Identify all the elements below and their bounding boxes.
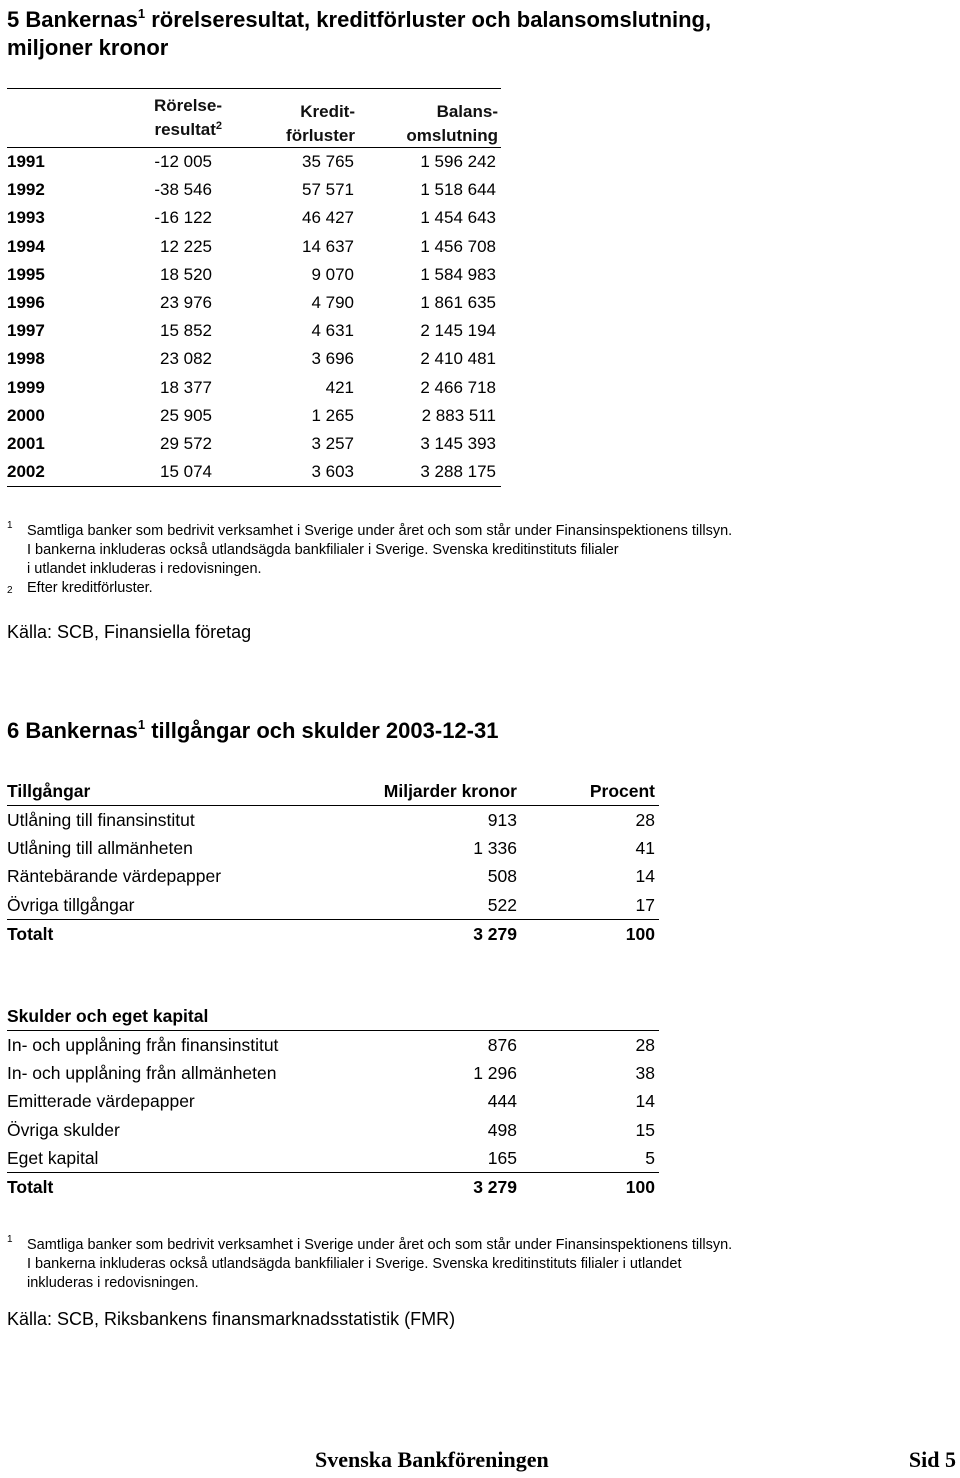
- operating-result-cell: 25 905: [160, 405, 212, 425]
- header-col1-line1: Rörelse-: [153, 96, 222, 115]
- row-label: Utlåning till finansinstitut: [7, 810, 195, 830]
- assets-header-percent: Procent: [589, 781, 655, 801]
- table-row: [7, 1031, 659, 1059]
- assets-header-label: Tillgångar: [7, 781, 91, 801]
- table-row: [7, 374, 501, 402]
- table-row: [7, 891, 659, 919]
- percent-cell: 14: [635, 866, 655, 887]
- year-cell: 1992: [7, 180, 45, 200]
- row-label: Utlåning till allmänheten: [7, 838, 193, 859]
- total-amount: 3 279: [473, 923, 517, 944]
- total-amount: 3 279: [473, 1176, 517, 1197]
- footer-organization: Svenska Bankföreningen: [315, 1447, 549, 1472]
- amount-cell: 876: [487, 1035, 517, 1055]
- table-row: [7, 402, 501, 430]
- section6-footnotes: [7, 1236, 937, 1293]
- header-col3-line2: omslutning: [406, 126, 498, 145]
- liabilities-header-label: Skulder och eget kapital: [7, 1006, 209, 1026]
- credit-losses-cell: 4 631: [311, 321, 354, 341]
- balance-total-cell: 1 454 643: [420, 208, 496, 228]
- amount-cell: 444: [487, 1091, 517, 1112]
- row-label: In- och upplåning från finansinstitut: [7, 1035, 279, 1055]
- credit-losses-cell: 3 603: [311, 462, 354, 482]
- row-label: Emitterade värdepapper: [7, 1091, 195, 1112]
- balance-total-cell: 3 288 175: [420, 462, 496, 482]
- table-row: [7, 862, 659, 890]
- liabilities-body: [7, 1031, 659, 1172]
- year-cell: 2001: [7, 433, 45, 453]
- table-body: [7, 148, 501, 487]
- table-header: [7, 89, 501, 148]
- operating-result-cell: 15 852: [160, 321, 212, 341]
- credit-losses-cell: 421: [325, 377, 354, 397]
- credit-losses-cell: 1 265: [311, 405, 354, 425]
- percent-cell: 41: [635, 838, 655, 859]
- section6-title-post: tillgångar och skulder 2003-12-31: [145, 718, 499, 743]
- credit-losses-cell: 4 790: [311, 292, 354, 312]
- year-cell: 2002: [7, 462, 45, 482]
- credit-losses-cell: 46 427: [302, 208, 354, 228]
- year-cell: 1997: [7, 321, 45, 341]
- table-row: [7, 430, 501, 458]
- total-percent: 100: [625, 1176, 655, 1197]
- header-col3-line1: Balans-: [436, 102, 498, 121]
- amount-cell: 1 336: [473, 838, 517, 859]
- operating-result-cell: 15 074: [160, 462, 212, 482]
- section6-source: Källa: SCB, Riksbankens finansmarknadsstatistik (FMR): [7, 1309, 456, 1329]
- row-label: Övriga skulder: [7, 1119, 120, 1140]
- header-col2-line1: Kredit-: [300, 102, 355, 121]
- amount-cell: 508: [487, 866, 517, 887]
- amount-cell: 165: [487, 1147, 517, 1168]
- row-label: Eget kapital: [7, 1147, 99, 1168]
- year-cell: 1999: [7, 377, 45, 397]
- percent-cell: 5: [645, 1147, 655, 1168]
- table-row: [7, 1059, 659, 1087]
- footnote-line: i utlandet inkluderas i redovisningen.: [27, 561, 262, 577]
- table-assets: [7, 777, 659, 948]
- balance-total-cell: 1 518 644: [420, 180, 496, 200]
- header-operating-result: [154, 94, 222, 142]
- header-balance-total: [406, 100, 498, 148]
- operating-result-cell: -38 546: [154, 180, 212, 200]
- table-bank-results: [7, 88, 501, 487]
- credit-losses-cell: 35 765: [302, 152, 354, 171]
- percent-cell: 14: [635, 1091, 655, 1112]
- section6-title-pre: 6 Bankernas: [7, 718, 138, 743]
- table-row: [7, 289, 501, 317]
- operating-result-cell: -16 122: [154, 208, 212, 228]
- table-row: [7, 317, 501, 345]
- operating-result-cell: 18 520: [160, 264, 212, 284]
- year-cell: 1996: [7, 292, 45, 312]
- liabilities-total-row: [7, 1172, 659, 1201]
- total-label: Totalt: [7, 923, 54, 944]
- balance-total-cell: 2 410 481: [420, 349, 496, 369]
- section5-title-line2: miljoner kronor: [7, 35, 169, 60]
- total-label: Totalt: [7, 1176, 54, 1197]
- assets-header-amount: Miljarder kronor: [383, 781, 517, 801]
- footnote-line: I bankerna inkluderas också utlandsägda bankfilialer i Sverige. Svenska kreditinstituts filialer: [27, 542, 619, 558]
- amount-cell: 522: [487, 894, 517, 915]
- assets-total-row: [7, 919, 659, 948]
- amount-cell: 1 296: [473, 1063, 517, 1084]
- footnote-line: inkluderas i redovisningen.: [27, 1275, 199, 1291]
- section5-title-sup: 1: [137, 6, 146, 21]
- operating-result-cell: 29 572: [160, 433, 212, 453]
- year-cell: 1994: [7, 236, 45, 256]
- table-row: [7, 261, 501, 289]
- year-cell: 2000: [7, 405, 45, 425]
- section5-footnotes: [7, 522, 907, 598]
- row-label: Övriga tillgångar: [7, 894, 135, 915]
- operating-result-cell: -12 005: [154, 152, 212, 171]
- percent-cell: 28: [635, 810, 655, 830]
- balance-total-cell: 3 145 393: [420, 433, 496, 453]
- footnote-marker-1: 1: [7, 520, 13, 531]
- footnote-marker-2: 2: [7, 585, 13, 596]
- section5-title: [7, 6, 711, 62]
- total-percent: 100: [625, 923, 655, 944]
- balance-total-cell: 1 584 983: [420, 264, 496, 284]
- balance-total-cell: 1 596 242: [420, 152, 496, 171]
- section5-title-post: rörelseresultat, kreditförluster och balansomslutning,: [145, 7, 712, 32]
- credit-losses-cell: 3 696: [311, 349, 354, 369]
- credit-losses-cell: 57 571: [302, 180, 354, 200]
- section5-title-pre: 5 Bankernas: [7, 7, 138, 32]
- table-row: [7, 1087, 659, 1115]
- credit-losses-cell: 9 070: [311, 264, 354, 284]
- header-col2-line2: förluster: [286, 126, 355, 145]
- header-credit-losses: [286, 100, 355, 148]
- table-row: [7, 834, 659, 862]
- table-row: [7, 806, 659, 834]
- footnote-line: Samtliga banker som bedrivit verksamhet i Sverige under året och som står under Finansinspektionens tillsyn.: [27, 1237, 733, 1253]
- percent-cell: 15: [635, 1119, 655, 1140]
- table-row: [7, 345, 501, 373]
- footnote-line: Samtliga banker som bedrivit verksamhet i Sverige under året och som står under Finansinspektionens tillsyn.: [27, 523, 733, 539]
- balance-total-cell: 1 861 635: [420, 292, 496, 312]
- table-row: [7, 233, 501, 261]
- operating-result-cell: 23 082: [160, 349, 212, 369]
- table-row: [7, 1116, 659, 1144]
- credit-losses-cell: 14 637: [302, 236, 354, 256]
- footer-page-number: Sid 5: [908, 1447, 956, 1472]
- percent-cell: 28: [635, 1035, 655, 1055]
- year-cell: 1998: [7, 349, 45, 369]
- table-row: [7, 1144, 659, 1172]
- operating-result-cell: 23 976: [160, 292, 212, 312]
- percent-cell: 17: [635, 894, 655, 915]
- footnote-line: I bankerna inkluderas också utlandsägda bankfilialer i Sverige. Svenska kreditinstituts filialer i utlandet: [27, 1256, 682, 1272]
- year-cell: 1995: [7, 264, 45, 284]
- year-cell: 1991: [7, 152, 45, 171]
- amount-cell: 498: [487, 1119, 517, 1140]
- footnote-marker-1: 1: [7, 1234, 13, 1245]
- balance-total-cell: 1 456 708: [420, 236, 496, 256]
- table-row: [7, 176, 501, 204]
- amount-cell: 913: [487, 810, 517, 830]
- table-row: [7, 204, 501, 232]
- header-col1-sup: 2: [215, 120, 222, 132]
- balance-total-cell: 2 145 194: [420, 321, 496, 341]
- section6-title: [7, 717, 498, 745]
- table-row: [7, 458, 501, 487]
- balance-total-cell: 2 466 718: [420, 377, 496, 397]
- table-liabilities: [7, 1002, 659, 1201]
- credit-losses-cell: 3 257: [311, 433, 354, 453]
- percent-cell: 38: [635, 1063, 655, 1084]
- header-col1-line2: resultat: [154, 120, 216, 139]
- liabilities-header: [7, 1002, 659, 1031]
- row-label: Räntebärande värdepapper: [7, 866, 222, 887]
- footnote-line: Efter kreditförluster.: [27, 580, 153, 596]
- row-label: In- och upplåning från allmänheten: [7, 1063, 277, 1084]
- assets-body: [7, 806, 659, 919]
- year-cell: 1993: [7, 208, 45, 228]
- operating-result-cell: 12 225: [160, 236, 212, 256]
- table-row: [7, 148, 501, 176]
- assets-header: [7, 777, 659, 806]
- section5-source: Källa: SCB, Finansiella företag: [7, 622, 252, 642]
- operating-result-cell: 18 377: [160, 377, 212, 397]
- section6-title-sup: 1: [137, 717, 146, 732]
- balance-total-cell: 2 883 511: [421, 405, 496, 425]
